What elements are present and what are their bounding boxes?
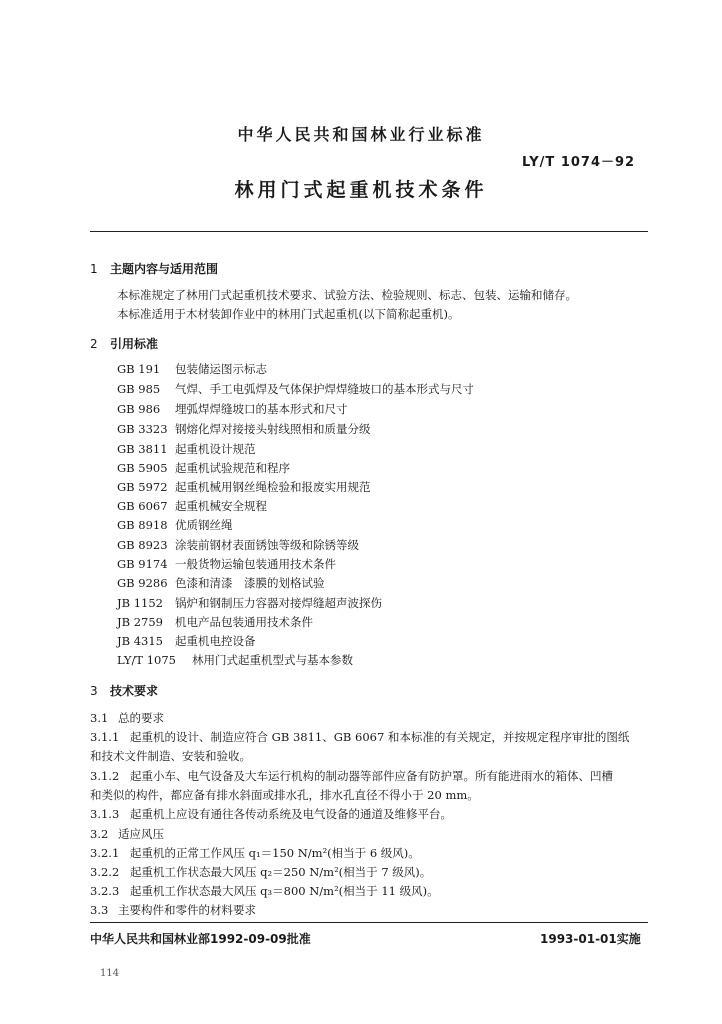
clause-number: 3.2 xyxy=(90,827,109,841)
clause-text: 起重小车、电气设备及大车运行机构的制动器等部件应备有防护罩。所有能进雨水的箱体、凹槽 xyxy=(130,769,613,783)
reference-title: 气焊、手工电弧焊及气体保护焊焊缝坡口的基本形式与尺寸 xyxy=(175,382,474,396)
reference-title: 涂装前钢材表面锈蚀等级和除锈等级 xyxy=(175,538,359,552)
clause-line xyxy=(90,845,420,861)
reference-title: 优质钢丝绳 xyxy=(175,518,233,532)
reference-item xyxy=(117,441,256,457)
reference-title: 机电产品包装通用技术条件 xyxy=(175,615,313,629)
reference-title: 埋弧焊焊缝坡口的基本形式和尺寸 xyxy=(175,402,348,416)
reference-item xyxy=(117,537,359,553)
clause-number: 3.2.3 xyxy=(90,884,120,898)
section-3-number: 3 xyxy=(90,684,98,698)
standard-category: 中华人民共和国林业行业标准 xyxy=(237,125,485,144)
reference-code: GB 5905 xyxy=(117,461,168,475)
reference-code: GB 986 xyxy=(117,402,161,416)
reference-code: GB 5972 xyxy=(117,480,168,494)
reference-code: LY/T 1075 xyxy=(117,653,176,667)
approval-line: 中华人民共和国林业部1992-09-09批准 xyxy=(90,932,311,946)
clause-number: 3.1.1 xyxy=(90,730,120,744)
clause-number: 3.3 xyxy=(90,903,109,917)
section-2-title: 引用标准 xyxy=(110,337,159,351)
reference-title: 林用门式起重机型式与基本参数 xyxy=(192,653,353,667)
clause-text: 起重机的设计、制造应符合 GB 3811、GB 6067 和本标准的有关规定，并按规定程序审批的图纸 xyxy=(130,730,630,744)
reference-item xyxy=(117,652,353,668)
reference-item xyxy=(117,460,290,476)
reference-item xyxy=(117,595,382,611)
reference-item xyxy=(117,498,267,514)
document-title: 林用门式起重机技术条件 xyxy=(234,179,488,201)
reference-title: 包装储运图示标志 xyxy=(175,362,267,376)
clause-number: 3.2.1 xyxy=(90,846,120,860)
clause-text: 总的要求 xyxy=(118,711,164,725)
clause-number: 3.1 xyxy=(90,711,109,725)
reference-title: 起重机试验规范和程序 xyxy=(175,461,290,475)
reference-item xyxy=(117,361,267,377)
section-3-title: 技术要求 xyxy=(110,684,159,698)
reference-title: 起重机械用钢丝绳检验和报废实用规范 xyxy=(175,480,371,494)
clause-text: 起重机工作状态最大风压 q₃＝800 N/m²(相当于 11 级风)。 xyxy=(130,884,439,898)
clause-line xyxy=(90,864,431,880)
clause-text: 起重机工作状态最大风压 q₂＝250 N/m²(相当于 7 级风)。 xyxy=(130,865,432,879)
clause-line xyxy=(90,768,613,784)
section-1-title: 主题内容与适用范围 xyxy=(110,262,219,276)
section-1-heading xyxy=(90,260,218,277)
clause-text: 起重机的正常工作风压 q₁＝150 N/m²(相当于 6 级风)。 xyxy=(130,846,420,860)
reference-code: GB 191 xyxy=(117,362,161,376)
section-2-number: 2 xyxy=(90,337,98,351)
clause-line xyxy=(90,729,629,745)
reference-item xyxy=(117,381,474,397)
footer-divider xyxy=(90,922,648,923)
reference-code: GB 985 xyxy=(117,382,161,396)
reference-item xyxy=(117,421,371,437)
clause-number: 3.1.2 xyxy=(90,769,120,783)
reference-code: GB 9286 xyxy=(117,576,168,590)
reference-title: 起重机设计规范 xyxy=(175,442,256,456)
reference-code: GB 8923 xyxy=(117,538,168,552)
reference-item xyxy=(117,401,348,417)
clause-text: 起重机上应设有通往各传动系统及电气设备的通道及维修平台。 xyxy=(130,807,452,821)
clause-number: 3.2.2 xyxy=(90,865,120,879)
clause-line xyxy=(90,883,439,899)
clause-line xyxy=(90,748,251,764)
reference-title: 起重机电控设备 xyxy=(175,634,256,648)
reference-code: JB 1152 xyxy=(117,596,163,610)
clause-line xyxy=(90,806,452,822)
reference-item xyxy=(117,633,256,649)
reference-title: 一般货物运输包装通用技术条件 xyxy=(175,557,336,571)
section-1-paragraph-2: 本标准适用于木材装卸作业中的林用门式起重机(以下简称起重机)。 xyxy=(117,307,460,321)
effective-date: 1993-01-01实施 xyxy=(540,932,641,946)
reference-code: JB 4315 xyxy=(117,634,163,648)
reference-code: GB 9174 xyxy=(117,557,168,571)
clause-line xyxy=(90,902,256,918)
reference-title: 锅炉和钢制压力容器对接焊缝超声波探伤 xyxy=(175,596,382,610)
reference-code: GB 8918 xyxy=(117,518,168,532)
standard-code: LY/T 1074－92 xyxy=(522,155,636,170)
section-1-paragraph-1: 本标准规定了林用门式起重机技术要求、试验方法、检验规则、标志、包装、运输和储存。 xyxy=(117,288,577,302)
clause-text: 适应风压 xyxy=(118,827,164,841)
clause-text: 和技术文件制造、安装和验收。 xyxy=(90,749,251,763)
reference-item xyxy=(117,575,325,591)
clause-text: 和类似的构件，都应备有排水斜面或排水孔，排水孔直径不得小于 20 mm。 xyxy=(90,788,479,802)
reference-item xyxy=(117,556,336,572)
reference-title: 起重机械安全规程 xyxy=(175,499,267,513)
reference-title: 色漆和清漆 漆膜的划格试验 xyxy=(175,576,325,590)
clause-line xyxy=(90,710,164,726)
reference-item xyxy=(117,479,371,495)
reference-code: GB 3323 xyxy=(117,422,168,436)
clause-number: 3.1.3 xyxy=(90,807,120,821)
header-divider xyxy=(90,231,648,232)
section-1-number: 1 xyxy=(90,262,98,276)
reference-code: JB 2759 xyxy=(117,615,163,629)
clause-line xyxy=(90,826,164,842)
reference-code: GB 3811 xyxy=(117,442,168,456)
reference-item xyxy=(117,517,233,533)
reference-code: GB 6067 xyxy=(117,499,168,513)
page-number: 114 xyxy=(100,968,120,979)
reference-item xyxy=(117,614,313,630)
clause-line xyxy=(90,787,479,803)
clause-text: 主要构件和零件的材料要求 xyxy=(118,903,256,917)
reference-title: 钢熔化焊对接接头射线照相和质量分级 xyxy=(175,422,371,436)
section-2-heading xyxy=(90,335,158,352)
section-3-heading xyxy=(90,682,158,699)
